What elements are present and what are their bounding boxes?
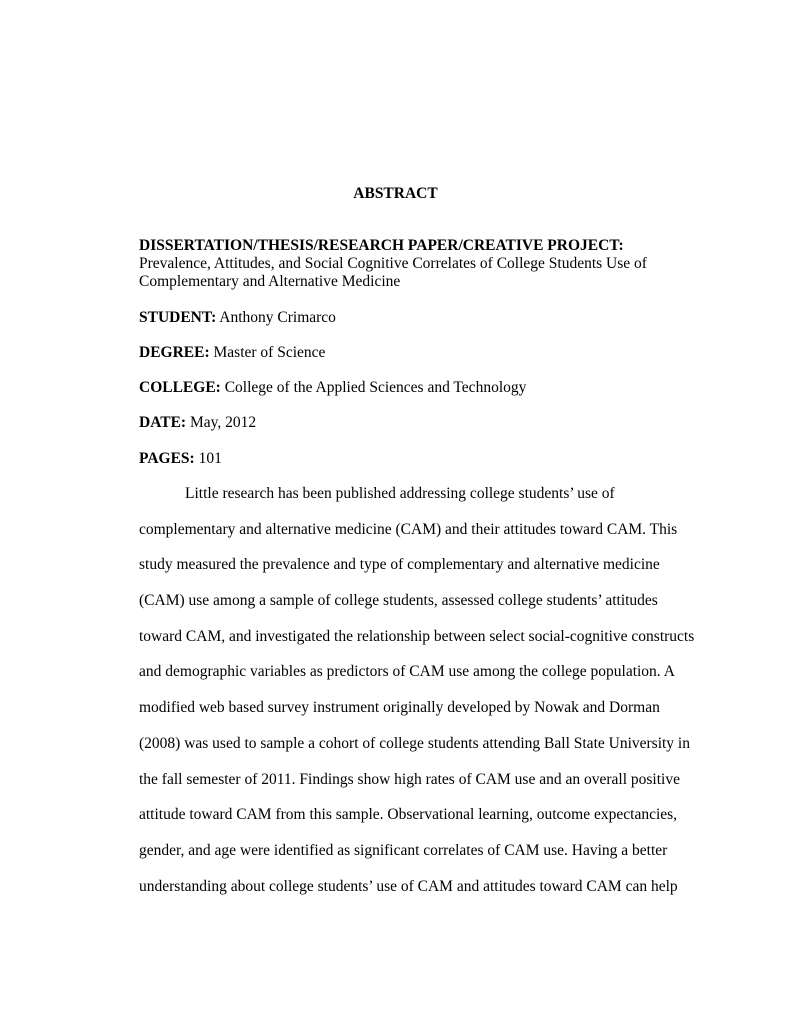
student-field	[139, 309, 336, 327]
body-line: (2008) was used to sample a cohort of college students attending Ball State University in	[139, 734, 690, 752]
date-label: DATE:	[139, 414, 187, 431]
body-line: gender, and age were identified as significant correlates of CAM use. Having a better	[139, 841, 668, 859]
student-value: Anthony Crimarco	[219, 309, 336, 326]
pages-value: 101	[198, 450, 222, 467]
degree-label: DEGREE:	[139, 344, 210, 361]
body-line: Little research has been published addressing college students’ use of	[185, 485, 615, 502]
student-label: STUDENT:	[139, 309, 217, 326]
pages-label: PAGES:	[139, 450, 195, 467]
college-field	[139, 379, 526, 397]
body-line: the fall semester of 2011. Findings show high rates of CAM use and an overall positive	[139, 770, 680, 788]
body-line: study measured the prevalence and type of complementary and alternative medicine	[139, 556, 660, 574]
body-line: complementary and alternative medicine (CAM) and their attitudes toward CAM. This	[139, 520, 678, 538]
body-line: understanding about college students’ use of CAM and attitudes toward CAM can help	[139, 877, 678, 895]
abstract-heading: ABSTRACT	[353, 185, 438, 202]
date-value: May, 2012	[189, 414, 257, 431]
body-line: and demographic variables as predictors of CAM use among the college population. A	[139, 663, 675, 681]
pages-field	[139, 450, 222, 468]
degree-value: Master of Science	[213, 344, 326, 361]
project-block	[139, 237, 699, 291]
body-line: attitude toward CAM from this sample. Observational learning, outcome expectancies,	[139, 806, 678, 824]
college-value: College of the Applied Sciences and Technology	[224, 379, 527, 396]
project-label: DISSERTATION/THESIS/RESEARCH PAPER/CREATIVE PROJECT:	[139, 237, 624, 254]
date-field	[139, 414, 256, 432]
project-title-line-1: Prevalence, Attitudes, and Social Cognitive Correlates of College Students Use of	[139, 255, 647, 272]
college-label: COLLEGE:	[139, 379, 221, 396]
body-line: (CAM) use among a sample of college students, assessed college students’ attitudes	[139, 592, 658, 610]
project-title-line-2: Complementary and Alternative Medicine	[139, 273, 401, 290]
body-line: modified web based survey instrument originally developed by Nowak and Dorman	[139, 699, 660, 717]
body-line: toward CAM, and investigated the relationship between select social-cognitive constructs	[139, 627, 695, 645]
degree-field	[139, 344, 325, 362]
abstract-body	[139, 485, 709, 913]
